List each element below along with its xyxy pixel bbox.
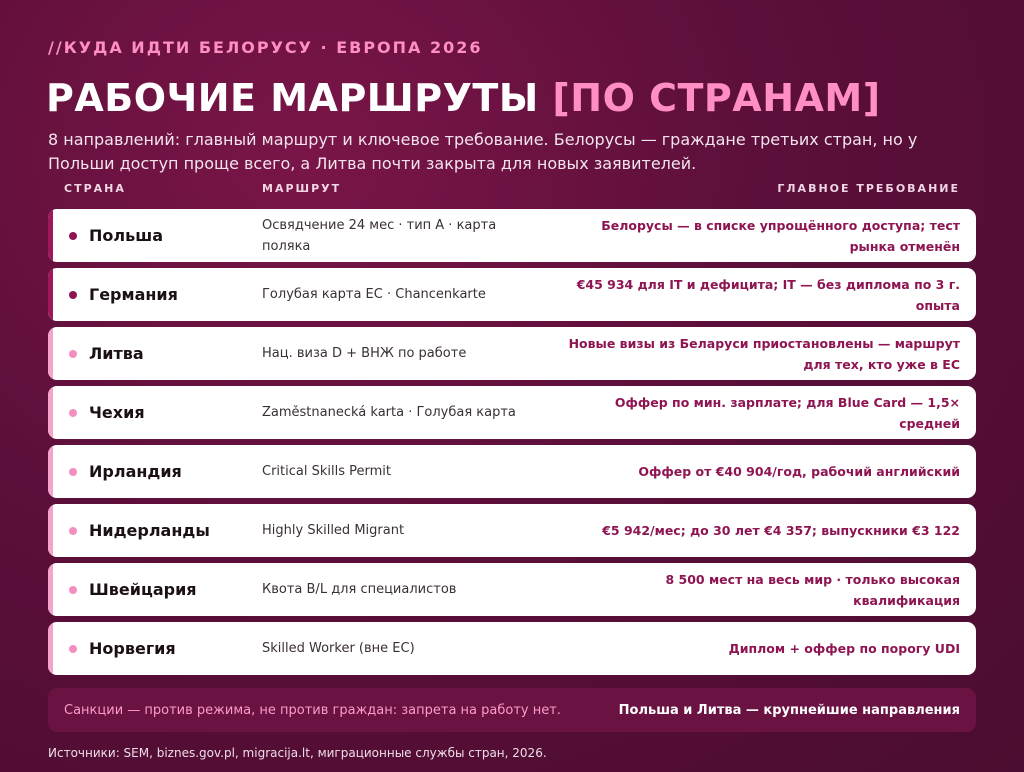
bullet-dot-icon bbox=[69, 291, 77, 299]
country-name: Литва bbox=[89, 344, 144, 363]
country-name: Польша bbox=[89, 226, 164, 245]
row-accent-bar bbox=[48, 268, 53, 321]
subtitle: 8 направлений: главный маршрут и ключевое требование. Белорусы — граждане третьих стран, но у Польши доступ проще всего, а Литва почти закрыта для новых заявителей. bbox=[48, 130, 918, 173]
title-accent: [ПО СТРАНАМ] bbox=[552, 76, 881, 120]
bullet-dot-icon bbox=[69, 350, 77, 358]
bullet-dot-icon bbox=[69, 468, 77, 476]
table-row bbox=[48, 209, 976, 262]
column-header-country: СТРАНА bbox=[64, 182, 126, 195]
row-accent-bar bbox=[48, 622, 53, 675]
bullet-dot-icon bbox=[69, 527, 77, 535]
bullet-dot-icon bbox=[69, 409, 77, 417]
route-text: Нац. виза D + ВНЖ по работе bbox=[262, 346, 467, 361]
table-row bbox=[48, 445, 976, 498]
requirement-text: €45 934 для IT и дефицита; IT — без диплома по 3 г. опыта bbox=[576, 276, 960, 313]
route-text: Zaměstnanecká karta · Голубая карта bbox=[262, 405, 516, 420]
table-row bbox=[48, 504, 976, 557]
footer-legend: Польша и Литва — крупнейшие направления bbox=[618, 702, 960, 718]
table-row bbox=[48, 268, 976, 321]
bullet-dot-icon bbox=[69, 645, 77, 653]
route-text: Critical Skills Permit bbox=[262, 464, 391, 479]
row-accent-bar bbox=[48, 386, 53, 439]
route-text: Skilled Worker (вне ЕС) bbox=[262, 641, 415, 656]
requirement-text: Оффер от €40 904/год, рабочий английский bbox=[638, 464, 960, 479]
column-header-requirement: ГЛАВНОЕ ТРЕБОВАНИЕ bbox=[777, 182, 960, 195]
page-title bbox=[46, 76, 881, 120]
footer-note-box bbox=[48, 688, 976, 732]
table-row bbox=[48, 327, 976, 380]
table-row bbox=[48, 622, 976, 675]
requirement-text: Оффер по мин. зарплате; для Blue Card — 1,5× средней bbox=[614, 394, 960, 431]
bullet-dot-icon bbox=[69, 586, 77, 594]
route-text: Голубая карта ЕС · Chancenkarte bbox=[262, 287, 486, 302]
country-name: Чехия bbox=[89, 403, 145, 422]
row-accent-bar bbox=[48, 209, 53, 262]
requirement-text: Белорусы — в списке упрощённого доступа; тест рынка отменён bbox=[601, 217, 960, 254]
requirement-text: Диплом + оффер по порогу UDI bbox=[728, 641, 960, 656]
sources: Источники: SEM, biznes.gov.pl, migracija.lt, миграционные службы стран, 2026. bbox=[48, 746, 547, 760]
country-list bbox=[48, 209, 976, 681]
country-name: Германия bbox=[89, 285, 178, 304]
country-name: Нидерланды bbox=[89, 521, 210, 540]
requirement-text: Новые визы из Беларуси приостановлены — маршрут для тех, кто уже в ЕС bbox=[568, 335, 960, 372]
column-header-route: МАРШРУТ bbox=[262, 182, 342, 195]
country-name: Ирландия bbox=[89, 462, 182, 481]
footer-note: Санкции — против режима, не против граждан: запрета на работу нет. bbox=[64, 702, 561, 718]
title-main: РАБОЧИЕ МАРШРУТЫ bbox=[46, 76, 553, 120]
row-accent-bar bbox=[48, 563, 53, 616]
route-text: Квота B/L для специалистов bbox=[262, 582, 457, 597]
row-accent-bar bbox=[48, 327, 53, 380]
bullet-dot-icon bbox=[69, 232, 77, 240]
requirement-text: €5 942/мес; до 30 лет €4 357; выпускники €3 122 bbox=[602, 523, 960, 538]
table-row bbox=[48, 386, 976, 439]
row-accent-bar bbox=[48, 445, 53, 498]
row-accent-bar bbox=[48, 504, 53, 557]
route-text: Highly Skilled Migrant bbox=[262, 523, 405, 538]
country-name: Швейцария bbox=[89, 580, 197, 599]
table-row bbox=[48, 563, 976, 616]
route-text: Освядчение 24 мес · тип А · карта поляка bbox=[262, 217, 497, 254]
country-name: Норвегия bbox=[89, 639, 176, 658]
requirement-text: 8 500 мест на весь мир · только высокая квалификация bbox=[665, 571, 960, 608]
kicker: //КУДА ИДТИ БЕЛОРУСУ · ЕВРОПА 2026 bbox=[48, 38, 483, 57]
